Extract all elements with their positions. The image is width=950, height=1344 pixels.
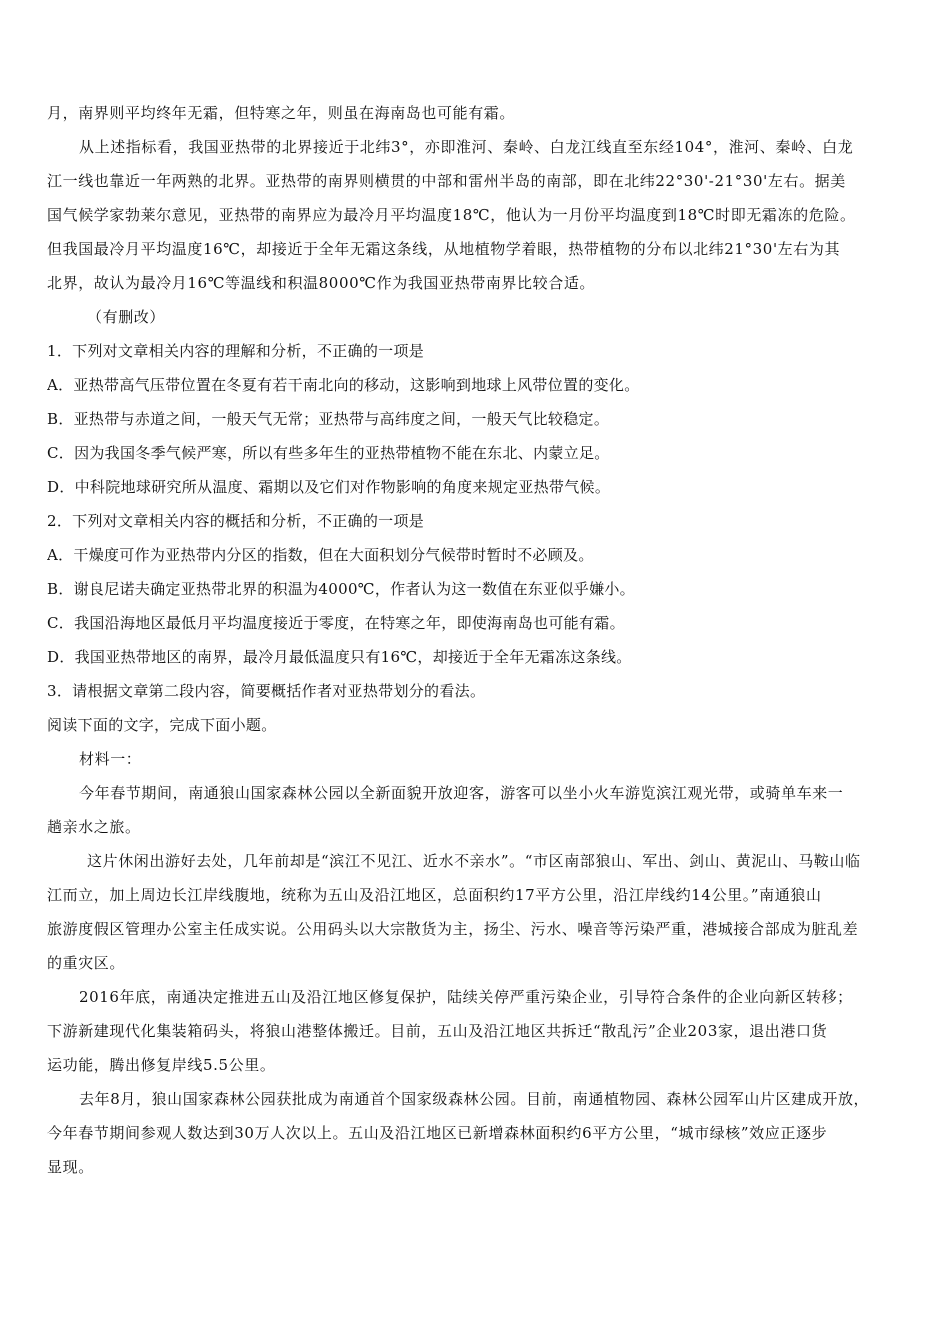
passage-line: 北界，故认为最冷月16℃等温线和积温8000℃作为我国亚热带南界比较合适。 bbox=[47, 274, 596, 292]
question-1-option-a: A．亚热带高气压带位置在冬夏有若干南北向的移动，这影响到地球上风带位置的变化。 bbox=[47, 376, 640, 394]
passage-line: 江一线也靠近一年两熟的北界。亚热带的南界则横贯的中部和雷州半岛的南部，即在北纬22°30'-21°30'左右。据美 bbox=[47, 172, 846, 190]
question-2-option-b: B．谢良尼诺夫确定亚热带北界的积温为4000℃，作者认为这一数值在东亚似乎嫌小。 bbox=[47, 580, 635, 598]
material-line: 今年春节期间，南通狼山国家森林公园以全新面貌开放迎客，游客可以坐小火车游览滨江观光带，或骑单车来一 bbox=[79, 784, 844, 802]
material-line: 旅游度假区管理办公室主任成实说。公用码头以大宗散货为主，扬尘、污水、噪音等污染严重，港城接合部成为脏乱差 bbox=[47, 920, 859, 938]
passage-line: 从上述指标看，我国亚热带的北界接近于北纬3°，亦即淮河、秦岭、白龙江线直至东经104°，淮河、秦岭、白龙 bbox=[79, 138, 854, 156]
reading-instruction: 阅读下面的文字，完成下面小题。 bbox=[47, 716, 277, 734]
passage-line: 但我国最冷月平均温度16℃，却接近于全年无霜这条线，从地植物学着眼，热带植物的分布以北纬21°30'左右为其 bbox=[47, 240, 841, 258]
question-1-stem: 1．下列对文章相关内容的理解和分析，不正确的一项是 bbox=[47, 342, 425, 360]
material-line: 显现。 bbox=[47, 1158, 94, 1176]
document-page bbox=[47, 96, 907, 1184]
material-line: 去年8月，狼山国家森林公园获批成为南通首个国家级森林公园。目前，南通植物园、森林公园军山片区建成开放， bbox=[79, 1090, 870, 1108]
material-line: 下游新建现代化集装箱码头，将狼山港整体搬迁。目前，五山及沿江地区共拆迁“散乱污”企业203家，退出港口货 bbox=[47, 1022, 828, 1040]
material-line: 2016年底，南通决定推进五山及沿江地区修复保护，陆续关停严重污染企业，引导符合条件的企业向新区转移； bbox=[79, 988, 853, 1006]
material-line: 这片休闲出游好去处，几年前却是“滨江不见江、近水不亲水”。“市区南部狼山、军出、剑山、黄泥山、马鞍山临 bbox=[87, 852, 861, 870]
question-1-option-b: B．亚热带与赤道之间，一般天气无常；亚热带与高纬度之间，一般天气比较稳定。 bbox=[47, 410, 610, 428]
question-2-option-a: A．干燥度可作为亚热带内分区的指数，但在大面积划分气候带时暂时不必顾及。 bbox=[47, 546, 594, 564]
material-line: 的重灾区。 bbox=[47, 954, 126, 972]
material-heading: 材料一： bbox=[79, 750, 142, 768]
material-line: 今年春节期间参观人数达到30万人次以上。五山及沿江地区已新增森林面积约6平方公里，“城市绿核”效应正逐步 bbox=[47, 1124, 828, 1142]
material-line: 运功能，腾出修复岸线5.5公里。 bbox=[47, 1056, 276, 1074]
edit-note: （有删改） bbox=[87, 308, 166, 326]
passage-line: 国气候学家勃莱尔意见，亚热带的南界应为最冷月平均温度18℃，他认为一月份平均温度到18℃时即无霜冻的危险。 bbox=[47, 206, 856, 224]
question-1-option-c: C．因为我国冬季气候严寒，所以有些多年生的亚热带植物不能在东北、内蒙立足。 bbox=[47, 444, 610, 462]
question-2-option-d: D．我国亚热带地区的南界，最冷月最低温度只有16℃，却接近于全年无霜冻这条线。 bbox=[47, 648, 632, 666]
question-2-option-c: C．我国沿海地区最低月平均温度接近于零度，在特寒之年，即使海南岛也可能有霜。 bbox=[47, 614, 625, 632]
question-1-option-d: D．中科院地球研究所从温度、霜期以及它们对作物影响的角度来规定亚热带气候。 bbox=[47, 478, 611, 496]
question-3-stem: 3．请根据文章第二段内容，简要概括作者对亚热带划分的看法。 bbox=[47, 682, 486, 700]
material-line: 趟亲水之旅。 bbox=[47, 818, 141, 836]
question-2-stem: 2．下列对文章相关内容的概括和分析，不正确的一项是 bbox=[47, 512, 425, 530]
material-line: 江而立，加上周边长江岸线腹地，统称为五山及沿江地区，总面积约17平方公里，沿江岸线约14公里。”南通狼山 bbox=[47, 886, 822, 904]
passage-line: 月，南界则平均终年无霜，但特寒之年，则虽在海南岛也可能有霜。 bbox=[47, 104, 516, 122]
